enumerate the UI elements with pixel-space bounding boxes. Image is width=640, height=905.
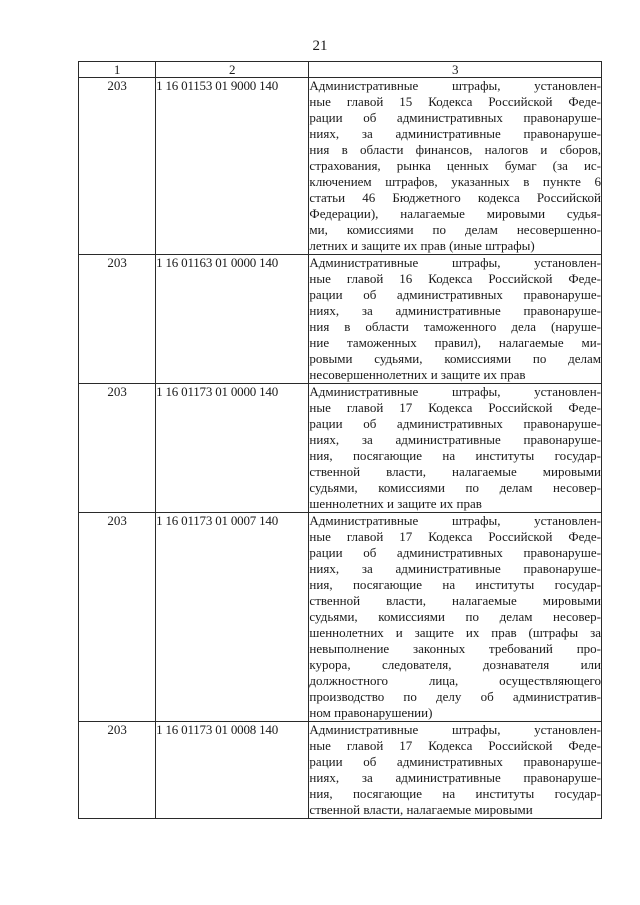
description-line: ниях, за административные правонаруше- xyxy=(309,432,601,447)
description-line: судьями, комиссиями по делам несовер- xyxy=(309,480,601,495)
budget-classification-code-cell: 1 16 01173 01 0000 140 xyxy=(156,384,309,513)
description-line: производство по делу об административ- xyxy=(309,689,601,704)
description-line: несовершеннолетних и защите их прав xyxy=(309,367,526,382)
description-line: ственной власти, налагаемые мировыми xyxy=(309,802,533,817)
table-row xyxy=(79,384,602,513)
description-cell xyxy=(309,255,602,384)
admin-code-cell: 203 xyxy=(79,513,156,722)
page-number: 21 xyxy=(312,38,328,54)
description-line: ные главой 16 Кодекса Российской Феде- xyxy=(309,271,601,286)
description-line: ровыми судьями, комиссиями по делам xyxy=(309,351,601,366)
budget-classification-code-cell: 1 16 01153 01 9000 140 xyxy=(156,78,309,255)
column-header-3: 3 xyxy=(309,62,602,78)
admin-code-cell: 203 xyxy=(79,255,156,384)
description-line: Административные штрафы, установлен- xyxy=(309,78,601,93)
description-line: ниях, за административные правонаруше- xyxy=(309,303,601,318)
table-row xyxy=(79,513,602,722)
admin-code-cell: 203 xyxy=(79,384,156,513)
description-line: ние таможенных правил), налагаемые ми- xyxy=(309,335,601,350)
budget-classification-code-cell: 1 16 01163 01 0000 140 xyxy=(156,255,309,384)
description-cell xyxy=(309,513,602,722)
description-line: курора, следователя, дознавателя или xyxy=(309,657,601,672)
description-line: ния, посягающие на институты государ- xyxy=(309,577,601,592)
table-row xyxy=(79,78,602,255)
description-line: должностного лица, осуществляющего xyxy=(309,673,601,688)
description-line: рации об административных правонаруше- xyxy=(309,545,601,560)
description-line: ниях, за административные правонаруше- xyxy=(309,126,601,141)
description-line: Административные штрафы, установлен- xyxy=(309,513,601,528)
description-line: ния в области таможенного дела (наруше- xyxy=(309,319,601,334)
description-line: ные главой 15 Кодекса Российской Феде- xyxy=(309,94,601,109)
description-cell xyxy=(309,722,602,819)
description-line: ключением штрафов, указанных в пункте 6 xyxy=(309,174,601,189)
description-line: ния, посягающие на институты государ- xyxy=(309,786,601,801)
description-line: ственной власти, налагаемые мировыми xyxy=(309,464,601,479)
description-line: ниях, за административные правонаруше- xyxy=(309,770,601,785)
budget-classification-code-cell: 1 16 01173 01 0007 140 xyxy=(156,513,309,722)
description-line: шеннолетних и защите их прав (штрафы за xyxy=(309,625,601,640)
description-line: невыполнение законных требований про- xyxy=(309,641,601,656)
column-header-2: 2 xyxy=(156,62,309,78)
description-cell xyxy=(309,384,602,513)
description-line: рации об административных правонаруше- xyxy=(309,754,601,769)
table-row xyxy=(79,722,602,819)
table-header-row xyxy=(79,62,602,78)
description-line: ния, посягающие на институты государ- xyxy=(309,448,601,463)
description-line: ном правонарушении) xyxy=(309,705,433,720)
description-line: ниях, за административные правонаруше- xyxy=(309,561,601,576)
budget-codes-table xyxy=(78,61,602,819)
description-line: Федерации), налагаемые мировыми судья- xyxy=(309,206,601,221)
description-line: ные главой 17 Кодекса Российской Феде- xyxy=(309,400,601,415)
description-line: ния в области финансов, налогов и сборов, xyxy=(309,142,601,157)
description-line: Административные штрафы, установлен- xyxy=(309,384,601,399)
column-header-1: 1 xyxy=(79,62,156,78)
description-line: рации об административных правонаруше- xyxy=(309,110,601,125)
description-line: Административные штрафы, установлен- xyxy=(309,255,601,270)
table-row xyxy=(79,255,602,384)
description-line: ные главой 17 Кодекса Российской Феде- xyxy=(309,529,601,544)
description-line: судьями, комиссиями по делам несовер- xyxy=(309,609,601,624)
description-line: ные главой 17 Кодекса Российской Феде- xyxy=(309,738,601,753)
description-line: Административные штрафы, установлен- xyxy=(309,722,601,737)
description-line: рации об административных правонаруше- xyxy=(309,416,601,431)
description-line: летних и защите их прав (иные штрафы) xyxy=(309,238,535,253)
description-line: статьи 46 Бюджетного кодекса Российской xyxy=(309,190,601,205)
description-line: ми, комиссиями по делам несовершенно- xyxy=(309,222,601,237)
description-cell xyxy=(309,78,602,255)
admin-code-cell: 203 xyxy=(79,78,156,255)
description-line: страхования, рынка ценных бумаг (за ис- xyxy=(309,158,601,173)
description-line: шеннолетних и защите их прав xyxy=(309,496,482,511)
description-line: рации об административных правонаруше- xyxy=(309,287,601,302)
admin-code-cell: 203 xyxy=(79,722,156,819)
budget-classification-code-cell: 1 16 01173 01 0008 140 xyxy=(156,722,309,819)
description-line: ственной власти, налагаемые мировыми xyxy=(309,593,601,608)
